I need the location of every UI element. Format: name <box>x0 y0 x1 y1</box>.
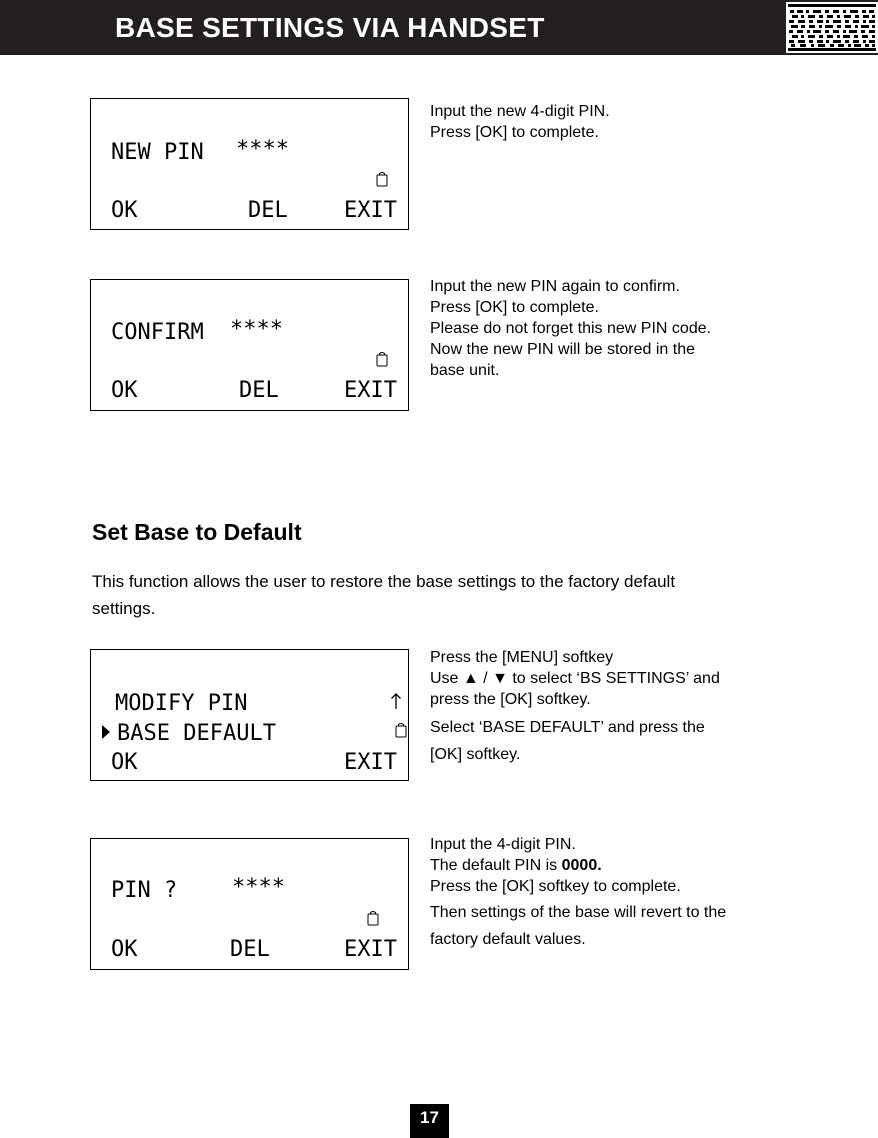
lock-icon <box>367 910 379 926</box>
softkey-exit: EXIT <box>344 198 397 223</box>
lcd-pin-stars: **** <box>230 317 283 342</box>
desc-text: The default PIN is <box>430 857 562 874</box>
default-pin-value: 0000. <box>561 857 602 874</box>
softkey-del: DEL <box>239 378 279 403</box>
lcd-confirm-label: CONFIRM <box>111 320 204 345</box>
description-menu <box>430 647 800 768</box>
desc-line: Select ‘BASE DEFAULT’ and press the <box>430 719 705 736</box>
desc-line: Input the 4-digit PIN. <box>430 836 576 853</box>
softkey-exit: EXIT <box>344 378 397 403</box>
pointer-arrow-icon <box>101 724 111 740</box>
section-body-line: This function allows the user to restore the base settings to the factory default <box>92 572 676 591</box>
softkey-ok: OK <box>111 198 138 223</box>
lcd-screen-new-pin <box>90 98 409 230</box>
desc-line: Now the new PIN will be stored in the <box>430 341 696 358</box>
softkey-del: DEL <box>248 198 288 223</box>
menu-item-modify-pin: MODIFY PIN <box>115 691 248 716</box>
lcd-screen-menu <box>90 649 409 781</box>
page-header <box>0 0 878 55</box>
lcd-pin-stars: **** <box>232 875 285 900</box>
softkey-ok: OK <box>111 750 138 775</box>
desc-line: Press [OK] to complete. <box>430 299 599 316</box>
lcd-screen-confirm <box>90 279 409 411</box>
desc-line: press the [OK] softkey. <box>430 691 591 708</box>
section-body-line: settings. <box>92 599 156 618</box>
page-title: BASE SETTINGS VIA HANDSET <box>115 12 545 43</box>
description-new-pin <box>430 101 800 143</box>
desc-line: Please do not forget this new PIN code. <box>430 320 712 337</box>
desc-line: Use ▲ / ▼ to select ‘BS SETTINGS’ and <box>430 670 720 687</box>
lcd-new-pin-label: NEW PIN <box>111 140 204 165</box>
description-confirm <box>430 276 800 381</box>
page-number: 17 <box>410 1104 449 1138</box>
desc-line: factory default values. <box>430 931 586 948</box>
desc-line: Input the new 4-digit PIN. <box>430 103 610 120</box>
qr-code-icon <box>786 2 878 53</box>
softkey-ok: OK <box>111 378 138 403</box>
desc-line: Then settings of the base will revert to the <box>430 904 727 921</box>
description-pin <box>430 834 800 953</box>
section-body <box>92 568 772 622</box>
desc-line-default-pin <box>430 855 800 876</box>
softkey-del: DEL <box>230 937 270 962</box>
desc-line: Press the [OK] softkey to complete. <box>430 878 681 895</box>
lock-icon <box>376 171 388 187</box>
desc-line: base unit. <box>430 362 500 379</box>
desc-line: Press [OK] to complete. <box>430 124 599 141</box>
lcd-pin-stars: **** <box>236 137 289 162</box>
up-arrow-icon <box>390 692 402 710</box>
lcd-pin-label: PIN ? <box>111 878 178 903</box>
softkey-exit: EXIT <box>344 937 397 962</box>
menu-item-base-default: BASE DEFAULT <box>117 721 276 746</box>
softkey-ok: OK <box>111 937 138 962</box>
section-title: Set Base to Default <box>92 519 302 545</box>
lcd-screen-pin <box>90 838 409 970</box>
desc-line: Press the [MENU] softkey <box>430 649 614 666</box>
lock-icon <box>395 722 407 738</box>
desc-line: Input the new PIN again to confirm. <box>430 278 680 295</box>
lock-icon <box>376 351 388 367</box>
desc-line: [OK] softkey. <box>430 746 521 763</box>
softkey-exit: EXIT <box>344 750 397 775</box>
